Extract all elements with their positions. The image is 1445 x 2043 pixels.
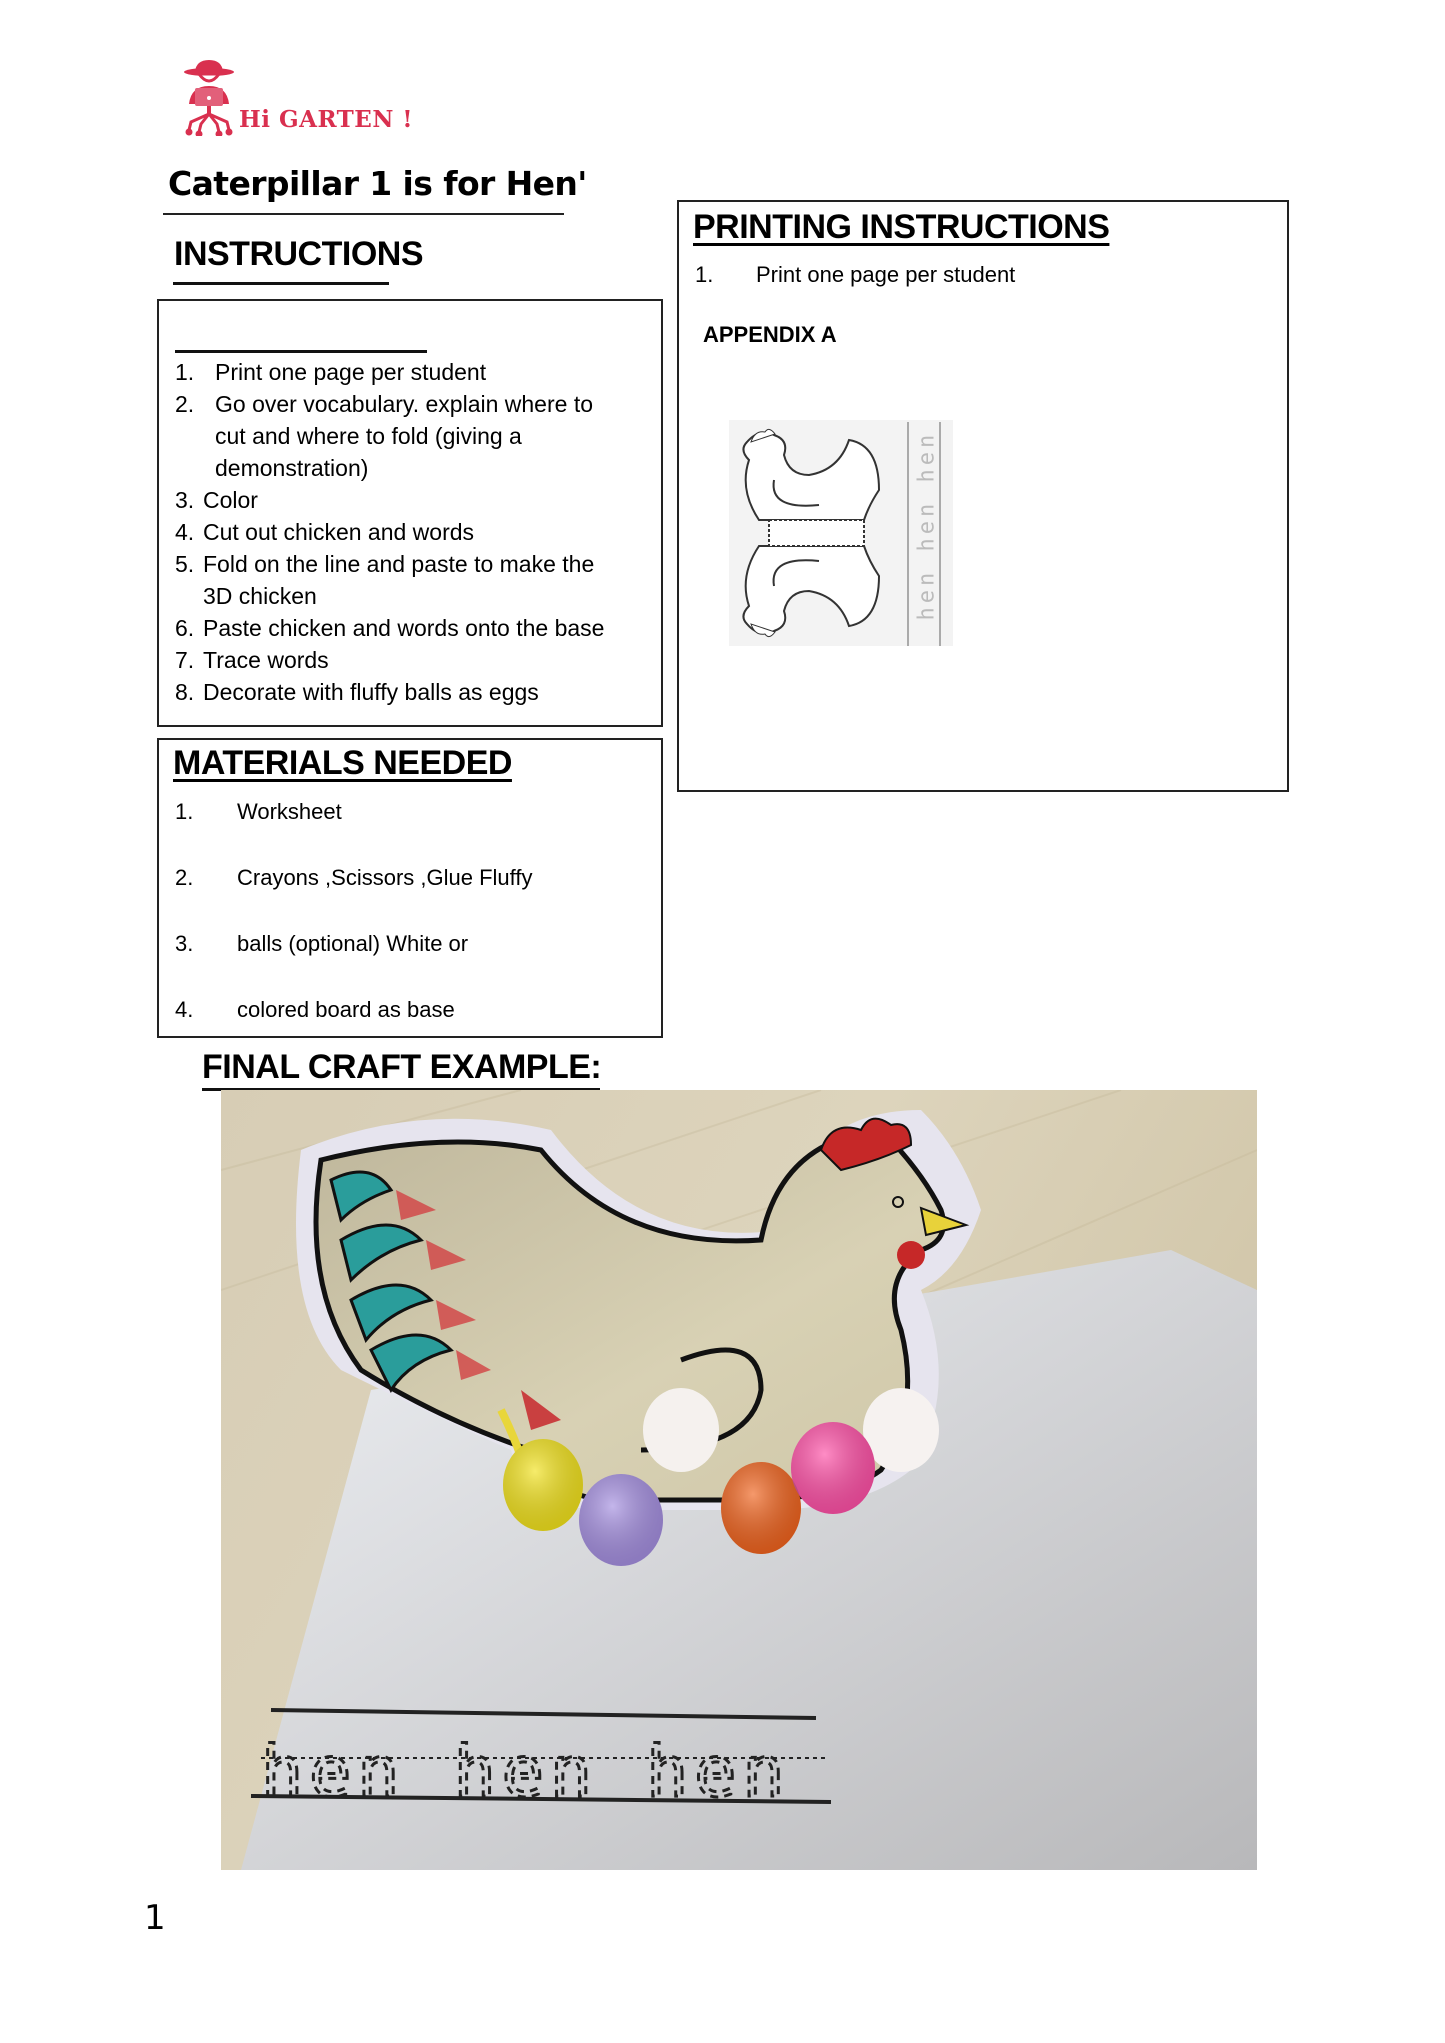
final-craft-photo <box>221 1090 1257 1870</box>
materials-box <box>157 738 663 1038</box>
list-item: 4. colored board as base <box>175 997 455 1022</box>
list-item: 1. Print one page per student <box>695 262 1016 287</box>
appendix-label: APPENDIX A <box>703 322 837 347</box>
brand-name: Hi GARTEN ! <box>239 106 413 133</box>
list-item: 5. Fold on the line and paste to make the <box>175 551 595 577</box>
list-item: 2. Crayons ,Scissors ,Glue Fluffy <box>175 865 533 890</box>
trace-word-strip: hen hen hen <box>907 422 941 646</box>
hen-craft-illustration <box>221 1090 1257 1870</box>
instructions-box <box>157 299 663 727</box>
hen-template-icon <box>729 420 899 646</box>
list-item: 1. Print one page per student <box>175 359 487 385</box>
blank-line <box>175 350 427 353</box>
list-item: 2. Go over vocabulary. explain where to <box>175 391 593 417</box>
instructions-heading: INSTRUCTIONS <box>174 235 423 273</box>
printing-heading: PRINTING INSTRUCTIONS <box>693 208 1110 246</box>
brand-logo <box>183 58 423 138</box>
instructions-heading-underline <box>173 282 389 285</box>
list-item-continued: cut and where to fold (giving a <box>215 423 522 449</box>
materials-list <box>175 796 532 1060</box>
title-underline <box>163 213 564 215</box>
robot-mascot-icon <box>183 58 235 136</box>
final-craft-heading: FINAL CRAFT EXAMPLE: <box>202 1048 602 1086</box>
instructions-list <box>175 356 655 708</box>
page-title: Caterpillar 1 is for Hen' <box>168 164 587 203</box>
list-item: 4. Cut out chicken and words <box>175 519 475 545</box>
list-item: 8. Decorate with fluffy balls as eggs <box>175 679 539 705</box>
trace-words: hen hen hen <box>261 1731 791 1813</box>
list-item: 1. Worksheet <box>175 799 342 824</box>
list-item: 7. Trace words <box>175 647 329 673</box>
printing-box <box>677 200 1289 792</box>
list-item: 3. balls (optional) White or <box>175 931 469 956</box>
list-item-continued: 3D chicken <box>203 583 317 609</box>
list-item-continued: demonstration) <box>215 455 369 481</box>
list-item: 3. Color <box>175 487 258 513</box>
list-item: 6. Paste chicken and words onto the base <box>175 615 605 641</box>
page-number: 1 <box>144 1898 166 1938</box>
materials-heading: MATERIALS NEEDED <box>173 744 512 782</box>
